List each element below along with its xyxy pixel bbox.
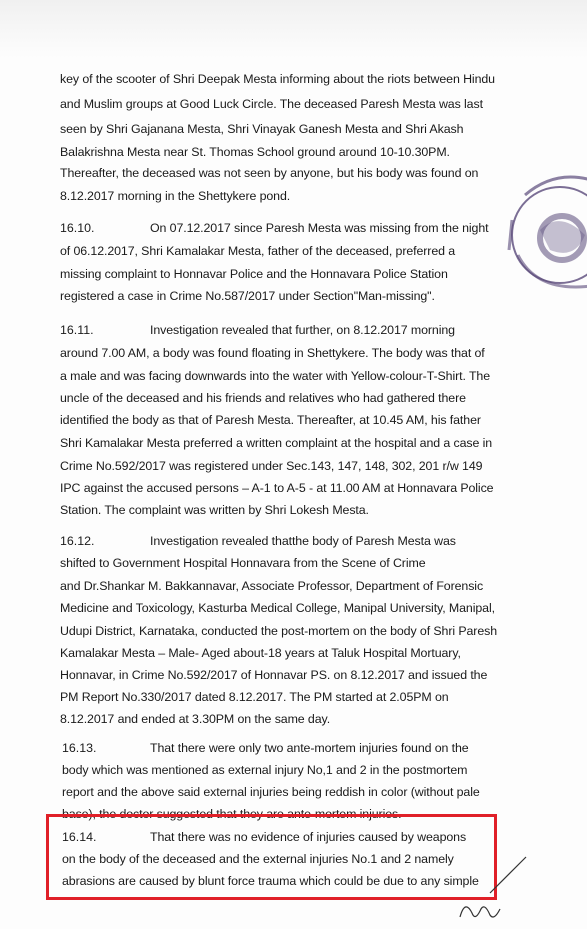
paragraph-number: 16.11. bbox=[60, 323, 94, 337]
text-line: key of the scooter of Shri Deepak Mesta informing about the riots between Hindu bbox=[60, 72, 495, 86]
text-line: That there were only two ante-mortem injuries found on the bbox=[150, 741, 469, 755]
text-line: identified the body as that of Paresh Mesta. Thereafter, at 10.45 AM, his father bbox=[60, 413, 481, 427]
paragraph-number: 16.10. bbox=[60, 221, 95, 235]
pen-mark bbox=[488, 855, 528, 895]
text-line: Kamalakar Mesta – Male- Aged about-18 years at Taluk Hospital Mortuary, bbox=[60, 646, 461, 660]
text-line: Udupi District, Karnataka, conducted the post-mortem on the body of Shri Paresh bbox=[60, 624, 498, 638]
text-line: Investigation revealed thatthe body of Paresh Mesta was bbox=[150, 534, 456, 548]
text-line: On 07.12.2017 since Paresh Mesta was missing from the night bbox=[150, 221, 489, 235]
highlight-box bbox=[46, 814, 497, 900]
text-line: Medicine and Toxicology, Kasturba Medical College, Manipal University, Manipal, bbox=[60, 601, 495, 615]
text-line: shifted to Government Hospital Honnavara from the Scene of Crime bbox=[60, 556, 426, 570]
paragraph-number: 16.13. bbox=[62, 741, 97, 755]
text-line: around 7.00 AM, a body was found floating in Shettykere. The body was that of bbox=[60, 346, 485, 360]
text-line: Thereafter, the deceased was not seen by anyone, but his body was found on bbox=[60, 166, 479, 180]
text-line: missing complaint to Honnavar Police and the Honnavara Police Station bbox=[60, 267, 448, 281]
text-line: IPC against the accused persons – A-1 to A-5 - at 11.00 AM at Honnavara Police bbox=[60, 481, 494, 495]
text-line: Investigation revealed that further, on 8.12.2017 morning bbox=[150, 323, 455, 337]
text-line: Balakrishna Mesta near St. Thomas School ground around 10-10.30PM. bbox=[60, 145, 450, 159]
paragraph-number: 16.14. bbox=[62, 830, 97, 844]
text-line: seen by Shri Gajanana Mesta, Shri Vinayak Ganesh Mesta and Shri Akash bbox=[60, 122, 464, 136]
text-line: uncle of the deceased and his friends and relatives who had gathered there bbox=[60, 391, 466, 405]
text-line: of 06.12.2017, Shri Kamalakar Mesta, father of the deceased, preferred a bbox=[60, 244, 456, 258]
text-line: Shri Kamalakar Mesta preferred a written complaint at the hospital and a case in bbox=[60, 436, 493, 450]
text-line: a male and was facing downwards into the water with Yellow-colour-T-Shirt. The bbox=[60, 369, 490, 383]
text-line: and Dr.Shankar M. Bakkannavar, Associate Professor, Department of Forensic bbox=[60, 579, 484, 593]
text-line: registered a case in Crime No.587/2017 under Section"Man-missing". bbox=[60, 289, 435, 303]
text-line: base), the doctor suggested that they are ante-mortem injuries. bbox=[62, 807, 402, 821]
seal-stamp bbox=[500, 160, 587, 300]
text-line: Crime No.592/2017 was registered under Sec.143, 147, 148, 302, 201 r/w 149 bbox=[60, 459, 483, 473]
paragraph-number: 16.12. bbox=[60, 534, 95, 548]
text-line: PM Report No.330/2017 dated 8.12.2017. The PM started at 2.05PM on bbox=[60, 690, 449, 704]
text-line: Honnavar, in Crime No.592/2017 of Honnavar PS. on 8.12.2017 and issued the bbox=[60, 668, 488, 682]
signature bbox=[455, 895, 515, 925]
text-line: That there was no evidence of injuries caused by weapons bbox=[150, 830, 467, 844]
text-line: report and the above said external injuries being reddish in color (without pale bbox=[62, 785, 480, 799]
text-line: 8.12.2017 and ended at 3.30PM on the same day. bbox=[60, 712, 331, 726]
scan-shadow bbox=[0, 0, 587, 58]
text-line: body which was mentioned as external injury No,1 and 2 in the postmortem bbox=[62, 763, 468, 777]
text-line: 8.12.2017 morning in the Shettykere pond. bbox=[60, 189, 291, 203]
text-line: Station. The complaint was written by Shri Lokesh Mesta. bbox=[60, 503, 369, 517]
text-line: and Muslim groups at Good Luck Circle. The deceased Paresh Mesta was last bbox=[60, 97, 483, 111]
text-line: abrasions are caused by blunt force trauma which could be due to any simple bbox=[62, 874, 479, 888]
text-line: on the body of the deceased and the external injuries No.1 and 2 namely bbox=[62, 852, 454, 866]
